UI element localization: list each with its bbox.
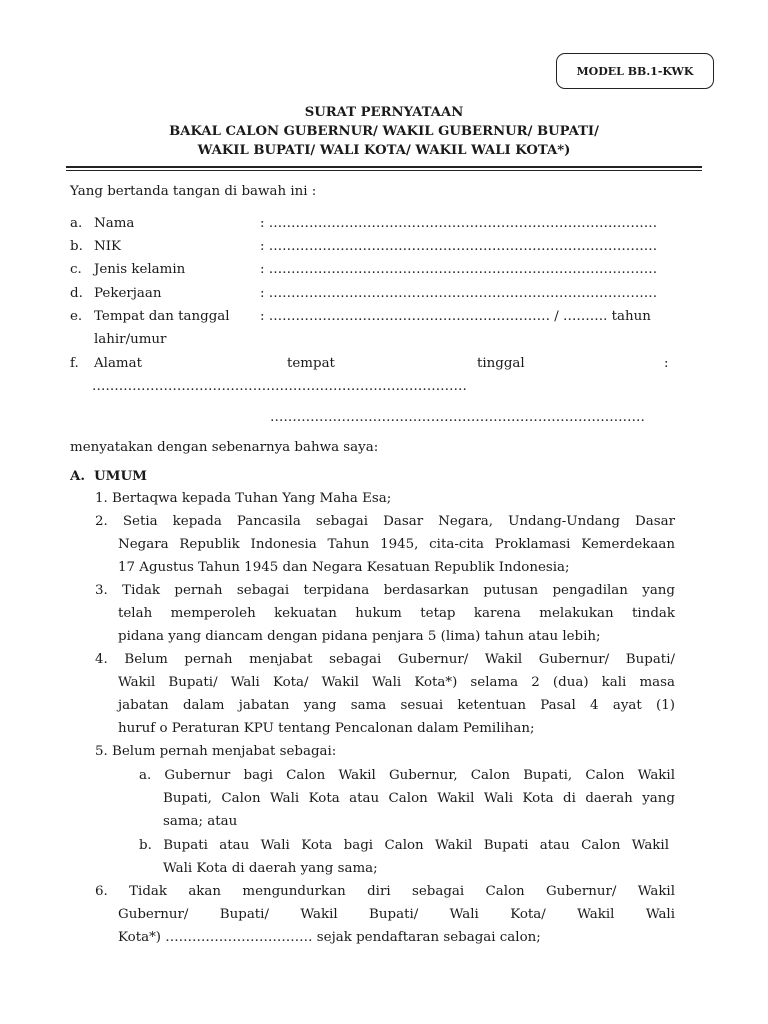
alamat-colon: : [664,356,669,371]
field-letter: a. [70,216,83,231]
field-letter: e. [70,309,83,324]
title-divider-thick [66,166,702,168]
item-4-line: huruf o Peraturan KPU tentang Pencalonan dalam Pemilihan; [118,721,535,736]
model-label: MODEL BB.1-KWK [576,64,694,78]
field-value-nik: : …………………………………………………………………………… [260,239,658,254]
item-6-line: 6. Tidak akan mengundurkan diri sebagai Calon Gubernur/ Wakil [95,884,675,899]
item-3-line: telah memperoleh kekuatan hukum tetap karena melakukan tindak [118,606,675,621]
title-line-1: SURAT PERNYATAAN [304,105,464,120]
field-letter: d. [70,286,83,301]
title-line-2: BAKAL CALON GUBERNUR/ WAKIL GUBERNUR/ BUPATI/ [169,124,599,139]
field-label-tempat-tanggal: Tempat dan tanggal [94,309,230,324]
field-label-lahir-umur: lahir/umur [94,332,167,347]
alamat-word: tinggal [477,356,525,371]
item-5-line: 5. Belum pernah menjabat sebagai: [95,744,337,759]
item-4-line: 4. Belum pernah menjabat sebagai Gubernur/ Wakil Gubernur/ Bupati/ [95,652,675,667]
item-3-line: pidana yang diancam dengan pidana penjara 5 (lima) tahun atau lebih; [118,629,601,644]
section-a-title: UMUM [94,468,148,484]
alamat-word: tempat [287,356,335,371]
field-label-nik: NIK [94,239,122,254]
item-2-line: 2. Setia kepada Pancasila sebagai Dasar Negara, Undang-Undang Dasar [95,514,675,529]
field-letter: c. [70,262,82,277]
alamat-dots-2: ………………………………………………………………………… [270,410,645,425]
item-4-line: jabatan dalam jabatan yang sama sesuai ketentuan Pasal 4 ayat (1) [118,698,675,713]
title-line-3: WAKIL BUPATI/ WALI KOTA/ WAKIL WALI KOTA*) [197,143,571,158]
item-6-line: Gubernur/ Bupati/ Wakil Bupati/ Wali Kota/ Wakil Wali [118,907,675,922]
field-value-pekerjaan: : …………………………………………………………………………… [260,286,658,301]
item-5a-line: sama; atau [163,814,238,829]
field-value-jenis-kelamin: : …………………………………………………………………………… [260,262,658,277]
field-label-jenis-kelamin: Jenis kelamin [94,262,186,277]
title-divider-thin [66,170,702,171]
field-value-nama: : …………………………………………………………………………… [260,216,658,231]
field-letter: f. [70,356,79,371]
item-6-line: Kota*) …………………………… sejak pendaftaran sebagai calon; [118,930,541,945]
item-2-line: Negara Republik Indonesia Tahun 1945, cita-cita Proklamasi Kemerdekaan [118,537,675,552]
field-value-tempat-tanggal: : ……………………………………………………… / ………. tahun [260,309,651,324]
item-5a-line: Bupati, Calon Wali Kota atau Calon Wakil Wali Kota di daerah yang [163,791,675,806]
item-1-line: 1. Bertaqwa kepada Tuhan Yang Maha Esa; [95,491,392,506]
item-5b-line: b. Bupati atau Wali Kota bagi Calon Wakil Bupati atau Calon Wakil [139,838,669,853]
item-5a-line: a. Gubernur bagi Calon Wakil Gubernur, Calon Bupati, Calon Wakil [139,768,675,783]
field-label-pekerjaan: Pekerjaan [94,286,162,301]
alamat-dots-1: ………………………………………………………………………… [92,379,467,394]
field-letter: b. [70,239,83,254]
intro-text: Yang bertanda tangan di bawah ini : [70,184,317,199]
item-5b-line: Wali Kota di daerah yang sama; [163,861,378,876]
alamat-word: Alamat [94,356,142,371]
statement-text: menyatakan dengan sebenarnya bahwa saya: [70,440,379,455]
item-2-line: 17 Agustus Tahun 1945 dan Negara Kesatuan Republik Indonesia; [118,560,570,575]
item-4-line: Wakil Bupati/ Wali Kota/ Wakil Wali Kota*) selama 2 (dua) kali masa [118,675,675,690]
field-label-nama: Nama [94,216,135,231]
model-label-box [556,53,714,89]
item-3-line: 3. Tidak pernah sebagai terpidana berdasarkan putusan pengadilan yang [95,583,675,598]
section-a-letter: A. [70,468,86,484]
